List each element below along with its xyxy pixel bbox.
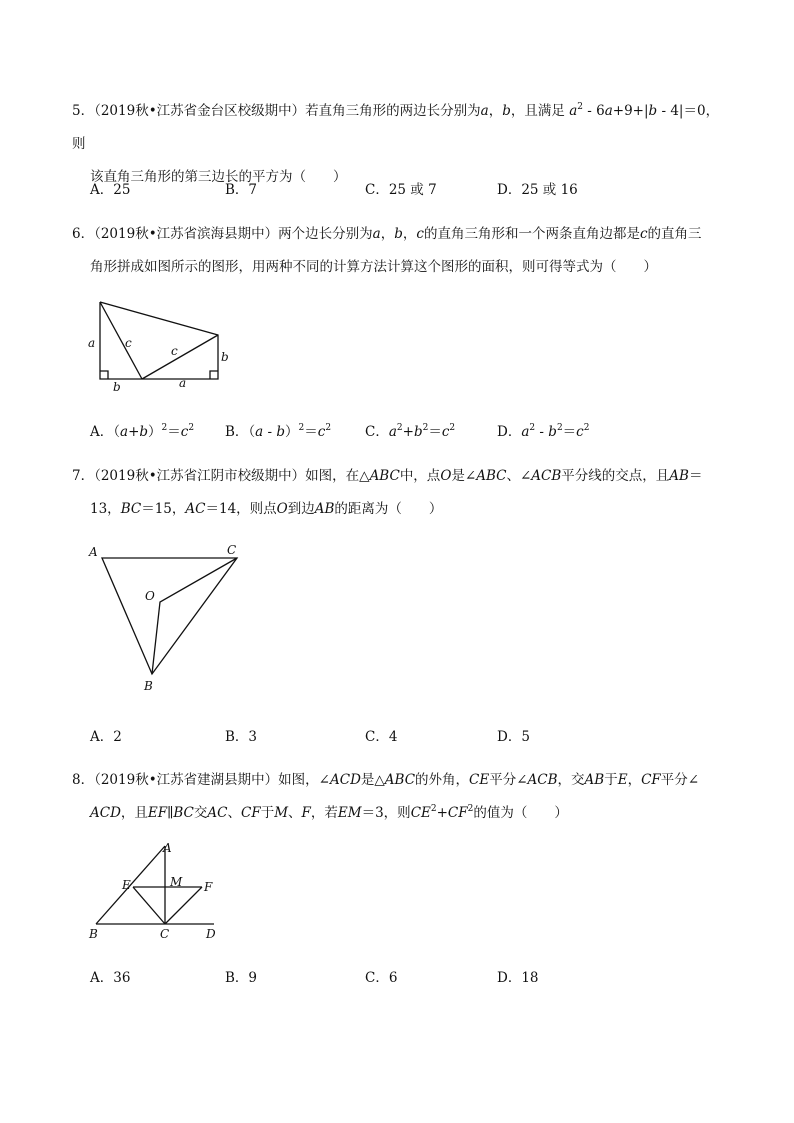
fig7-label-C: C — [227, 543, 237, 557]
fig8-label-E: E — [122, 878, 131, 892]
q7-option-d[interactable]: D．5 — [497, 729, 530, 745]
fig8-label-B: B — [89, 927, 98, 941]
fig6-label-b-right: b — [221, 350, 229, 364]
fig6-segment-c1 — [100, 302, 142, 379]
fig8-label-A: A — [163, 841, 172, 855]
fig8-label-C: C — [160, 927, 170, 941]
question-7-line-1: 7．（2019秋•江苏省江阴市校级期中）如图，在△ABC中，点O是∠ABC、∠ACB平分线的交点，且AB＝ — [72, 468, 703, 484]
fig6-label-b-bottom: b — [113, 380, 121, 394]
fig8-label-D: D — [206, 927, 216, 941]
q6-option-d[interactable]: D．$a^2 - b^2=c^2$ — [497, 423, 590, 440]
question-8 — [72, 764, 732, 830]
q8-option-d[interactable]: D．18 — [497, 970, 539, 986]
q6-option-c[interactable]: C．$a^2+b^2=c^2$ — [365, 423, 456, 440]
fig6-right-angle-right — [210, 371, 218, 379]
question-7 — [72, 460, 732, 526]
q7-option-a[interactable]: A．2 — [90, 729, 122, 745]
question-5-line-1: 5．（2019秋•江苏省金台区校级期中）若直角三角形的两边长分别为a，b，且满足 $a^2 - 6a+9+|b - 4|=0$，则 — [72, 102, 720, 152]
fig8-label-M: M — [170, 875, 183, 889]
question-5-options — [90, 178, 730, 198]
q8-option-b[interactable]: B．9 — [225, 970, 258, 986]
fig8-label-F: F — [204, 880, 213, 894]
question-7-figure — [85, 540, 255, 695]
fig6-label-c1: c — [125, 336, 132, 350]
q7-option-b[interactable]: B．3 — [225, 729, 258, 745]
question-6-figure — [85, 295, 245, 395]
q5-option-c[interactable]: C．25 或 7 — [365, 182, 437, 198]
question-6-options — [90, 420, 730, 440]
fig8-segment-CF — [165, 887, 202, 924]
q8-option-a[interactable]: A．36 — [90, 970, 131, 986]
fig6-segment-c2 — [142, 335, 218, 379]
fig6-label-c2: c — [171, 344, 178, 358]
fig6-right-angle-left — [100, 371, 108, 379]
question-8-line-1: 8．（2019秋•江苏省建湖县期中）如图，∠ACD是△ABC的外角，CE平分∠ACB，交AB于E，CF平分∠ — [72, 772, 700, 788]
q5-option-d[interactable]: D．25 或 16 — [497, 182, 578, 198]
q6-option-b[interactable]: B．$(a - b)^2=c^2$ — [225, 423, 332, 440]
q6-option-a[interactable]: A．$(a+b)^2=c^2$ — [90, 423, 195, 440]
fig6-label-a-left: a — [88, 336, 96, 350]
q5-option-a[interactable]: A．25 — [90, 182, 131, 198]
question-7-options — [90, 725, 730, 745]
question-8-options — [90, 966, 730, 986]
question-8-line-2: ACD，且EF∥BC交AC、CF于M、F，若EM＝3，则$CE^2+CF^2$的值为（ ） — [90, 804, 568, 821]
q5-option-b[interactable]: B．7 — [225, 182, 258, 198]
question-5-line-2: 该直角三角形的第三边长的平方为（ ） — [90, 169, 347, 185]
question-6 — [72, 218, 732, 284]
fig6-label-a-bottom: a — [179, 376, 187, 390]
fig7-triangle — [102, 558, 237, 674]
question-6-line-1: 6．（2019秋•江苏省滨海县期中）两个边长分别为a，b，c的直角三角形和一个两条直角边都是c的直角三 — [72, 226, 702, 242]
q8-option-c[interactable]: C．6 — [365, 970, 398, 986]
question-7-line-2: 13，BC＝15，AC＝14，则点O到边AB的距离为（ ） — [90, 501, 443, 517]
fig7-label-O: O — [145, 589, 155, 603]
question-6-line-2: 角形拼成如图所示的图形，用两种不同的计算方法计算这个图形的面积，则可得等式为（ ） — [90, 259, 657, 275]
fig6-outline — [100, 302, 218, 379]
question-8-figure — [85, 838, 235, 943]
q7-option-c[interactable]: C．4 — [365, 729, 398, 745]
fig7-label-B: B — [144, 679, 153, 693]
fig7-label-A: A — [89, 545, 98, 559]
fig8-segment-EC — [133, 887, 165, 924]
